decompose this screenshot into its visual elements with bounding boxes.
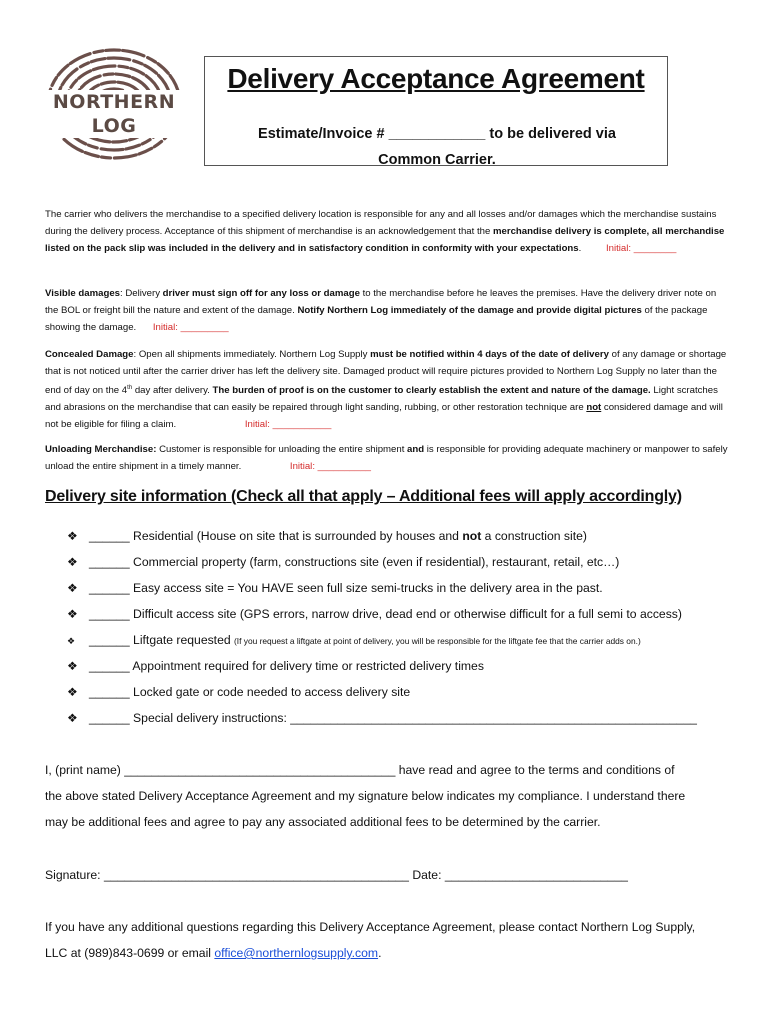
option-blank[interactable]: ______: [89, 581, 130, 595]
visible-text-3: of the package showing the damage.: [45, 305, 708, 333]
visible-bold: driver must sign off for any loss or damage: [162, 288, 360, 299]
diamond-bullet-icon: ❖: [67, 685, 78, 699]
page-title: Delivery Acceptance Agreement: [227, 63, 645, 94]
visible-damages-paragraph: [45, 285, 730, 336]
carrier-text-end: .: [578, 243, 582, 254]
visible-text-2: to the merchandise before he leaves the premises. Have the delivery driver note on the BOL or freight bill the nature and extent of the damage.: [45, 288, 717, 316]
concealed-damage-paragraph: [45, 346, 730, 433]
contact-prefix: LLC at (989)843-0699 or email: [45, 946, 215, 960]
diamond-bullet-icon: ❖: [67, 636, 76, 646]
visible-initial: Initial: _________: [152, 322, 229, 333]
option-label: Easy access site = You HAVE seen full size semi-trucks in the delivery area in the past.: [129, 581, 603, 595]
site-option-commercial[interactable]: [67, 552, 619, 572]
option-label: Residential (House on site that is surrounded by houses and: [129, 529, 463, 543]
signature-line[interactable]: Signature: _____________________________________________ Date: ___________________________: [45, 868, 628, 882]
concealed-text-3: day after delivery.: [132, 385, 213, 397]
site-option-difficult-access[interactable]: [67, 604, 682, 624]
unloading-bold: and: [407, 444, 425, 455]
concealed-text: : Open all shipments immediately. Northern Log Supply: [133, 349, 371, 360]
diamond-bullet-icon: ❖: [67, 529, 78, 543]
visible-text: : Delivery: [120, 288, 163, 299]
agreement-paragraph: [45, 757, 735, 835]
agreement-line-2: the above stated Delivery Acceptance Agreement and my signature below indicates my compliance. I understand there: [45, 789, 686, 803]
concealed-text-2: of any damage or shortage that is not noticed until after the carrier driver has left the delivery site. Damaged product will require pictures provided to Northern Log Supply no later than the end of day on the 4: [45, 349, 727, 397]
unloading-paragraph: [45, 441, 730, 475]
option-bold: not: [462, 529, 482, 543]
option-label: Appointment required for delivery time or restricted delivery times: [129, 659, 484, 673]
site-option-special-instructions[interactable]: [67, 708, 697, 728]
concealed-text-5: considered damage and will not be eligible for filing a claim.: [45, 402, 723, 431]
diamond-bullet-icon: ❖: [67, 581, 78, 595]
site-option-appointment[interactable]: [67, 656, 484, 676]
invoice-subtitle: Estimate/Invoice # ____________ to be delivered via Common Carrier.: [258, 126, 616, 168]
concealed-sup: th: [127, 385, 133, 391]
contact-line-2: [45, 940, 735, 966]
email-link[interactable]: office@northernlogsupply.com: [214, 946, 379, 960]
option-label: Special delivery instructions: ____________________________________________________________: [129, 711, 697, 725]
option-blank[interactable]: ______: [89, 711, 130, 725]
carrier-text: The carrier who delivers the merchandise to a specified delivery location is responsible for any and all losses and/or damages which the merchandise sustains during the delivery process. Acceptance of this shipment of merchandise is an acknowledgement that the: [45, 209, 717, 237]
option-blank[interactable]: ______: [89, 607, 130, 621]
title-box: [204, 56, 668, 166]
site-option-residential[interactable]: [67, 526, 587, 546]
concealed-bold-3: not: [586, 402, 602, 414]
unloading-text-2: is responsible for providing adequate machinery or manpower to safely unload the entire shipment in a timely manner.: [45, 444, 728, 472]
concealed-bold-2: The burden of proof is on the customer to clearly establish the extent and nature of the damage.: [212, 385, 651, 397]
northern-log-logo: [44, 48, 184, 160]
contact-line-1: If you have any additional questions regarding this Delivery Acceptance Agreement, please contact Northern Log Supply,: [45, 920, 696, 934]
unloading-text: Customer is responsible for unloading the entire shipment: [156, 444, 408, 455]
option-blank[interactable]: ______: [89, 685, 130, 699]
contact-paragraph: [45, 914, 735, 966]
concealed-text-4: Light scratches and abrasions on the merchandise that can easily be repaired through light sanding, rubbing, or other restoration technique are: [45, 385, 718, 414]
option-label: Commercial property (farm, constructions site (even if residential), restaurant, retail, etc…): [129, 555, 620, 569]
visible-bold-2: Notify Northern Log immediately of the damage and provide digital pictures: [297, 305, 642, 316]
visible-damages-label: Visible damages: [45, 288, 121, 299]
unloading-initial: Initial: __________: [289, 461, 372, 472]
site-option-easy-access[interactable]: [67, 578, 603, 598]
contact-suffix: .: [378, 946, 382, 960]
option-blank[interactable]: ______: [89, 659, 130, 673]
agreement-line-3: may be additional fees and agree to pay any associated additional fees to be determined by the carrier.: [45, 815, 601, 829]
option-label-tail: a construction site): [481, 529, 587, 543]
option-label: Liftgate requested: [129, 633, 235, 647]
option-blank[interactable]: ______: [89, 633, 130, 647]
concealed-initial: Initial: ___________: [244, 419, 332, 431]
diamond-bullet-icon: ❖: [67, 659, 78, 673]
diamond-bullet-icon: ❖: [67, 711, 78, 725]
liftgate-note: (If you request a liftgate at point of delivery, you will be responsible for the liftgate fee that the carrier adds on.): [234, 636, 641, 646]
diamond-bullet-icon: ❖: [67, 555, 78, 569]
option-blank[interactable]: ______: [89, 529, 130, 543]
site-option-locked-gate[interactable]: [67, 682, 410, 702]
concealed-bold: must be notified within 4 days of the date of delivery: [370, 349, 609, 360]
option-label: Locked gate or code needed to access delivery site: [129, 685, 411, 699]
agreement-line-1: I, (print name) ________________________________________ have read and agree to the terms and conditions of: [45, 763, 675, 777]
unloading-label: Unloading Merchandise:: [45, 444, 157, 455]
option-label: Difficult access site (GPS errors, narrow drive, dead end or otherwise difficult for a full semi to access): [129, 607, 682, 621]
concealed-damage-label: Concealed Damage: [45, 349, 134, 360]
delivery-site-heading: Delivery site information (Check all that apply – Additional fees will apply accordingly): [45, 488, 682, 505]
option-blank[interactable]: ______: [89, 555, 130, 569]
carrier-initial: Initial: ________: [605, 243, 677, 254]
carrier-paragraph: [45, 206, 730, 257]
logo-text: NORTHERN LOG: [44, 90, 184, 138]
diamond-bullet-icon: ❖: [67, 607, 78, 621]
site-option-liftgate[interactable]: [67, 630, 641, 650]
carrier-bold: merchandise delivery is complete, all merchandise listed on the pack slip was included in the delivery and in satisfactory condition in conformity with your expectations: [45, 226, 725, 254]
